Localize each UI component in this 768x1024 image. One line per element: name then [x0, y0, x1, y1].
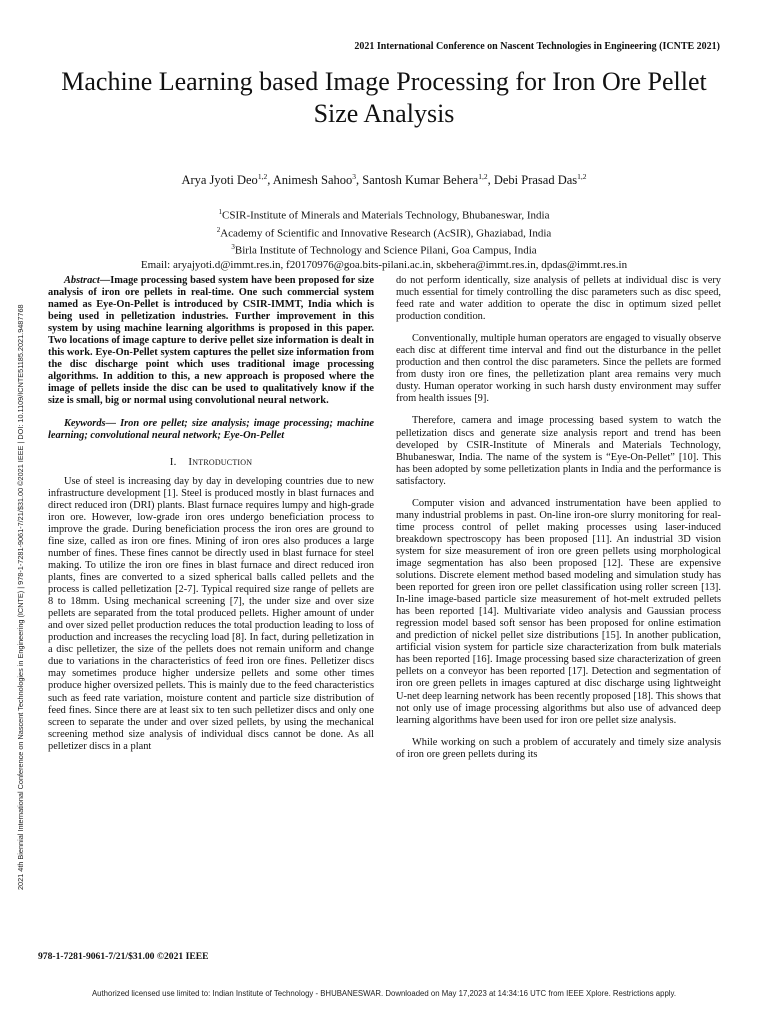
author-name: Arya Jyoti Deo — [181, 173, 258, 188]
author-affil-sup: 1,2 — [257, 172, 268, 181]
email-line: Email: aryajyoti.d@immt.res.in, f20170976@goa.bits-pilani.ac.in, skbehera@immt.res.in, dpdas@immt.res.in — [140, 258, 628, 271]
affiliation-line: $^1$CSIR-Institute of Minerals and Materials Technology, Bhubaneswar, India — [218, 208, 550, 222]
section-title: Introduction — [188, 455, 253, 468]
sidebar-citation-text: 2021 4th Biennial International Conference on Nascent Technologies in Engineering (ICNTE) | 978-1-7281-9061-7/21/$31.00 ©2021 IEEE | DOI: 10.1109/ICNTE51185.2021.9487768 — [16, 304, 25, 890]
body-paragraph: Therefore, camera and image processing based system to watch the pelletization discs and generate size analysis report and trend has been developed by CSIR-Institute of Minerals and Materials Technology, Bhubaneswar, India. The name of the system is “Eye-On-Pellet” [10]. This has been adopted by some pelletization plants in India and the performance is satisfactory. — [396, 415, 721, 487]
paper-title: Machine Learning based Image Processing for Iron Ore Pellet Size Analysis — [61, 67, 707, 128]
author-name: Debi Prasad Das — [493, 173, 578, 188]
section-number: I. — [169, 455, 177, 468]
body-paragraph: do not perform identically, size analysis of pellets at individual disc is very much essential for timely controlling the disc parameters such as disc speed, feed rate and water addition to operate the disc in optimum sized pellet production condition. — [396, 275, 721, 323]
body-paragraph: While working on such a problem of accurately and timely size analysis of iron ore green pellets during its — [396, 736, 721, 760]
author-name: Animesh Sahoo — [272, 173, 353, 188]
affiliations — [40, 205, 728, 272]
abstract-text: —Image processing based system have been proposed for size analysis of iron ore pellets in real-time. One such commercial system named as Eye-On-Pellet is introduced by CSIR-IMMT, India which is being used in pelletization industries. Further improvement in this system by using machine learning algorithms is proposed in this paper. Two locations of image capture to derive pellet size information is dealt in this work. Eye-On-Pellet system captures the pellet size information from the disc discharge point which uses traditional image processing algorithms. In addition to this, a new approach is proposed where the image of pellets inside the disc can be used to qualitatively know if the size is small, big or normal using convolutional neural network. — [48, 275, 374, 407]
author-name: Santosh Kumar Behera — [362, 173, 479, 188]
author-list: Arya Jyoti Deo$^{1,2}$, Animesh Sahoo$^3$, Santosh Kumar Behera$^{1,2}$, Debi Prasad Das$^{1,2}$ — [181, 172, 587, 188]
author-affil-sup: 1,2 — [478, 172, 488, 181]
abstract — [48, 275, 374, 408]
right-column — [396, 275, 721, 771]
keywords-text: — Iron ore pellet; size analysis; image processing; machine learning; convolutional neural network; Eye-On-Pellet — [48, 417, 374, 441]
author-affil-sup: 1,2 — [577, 172, 587, 181]
keywords — [48, 418, 374, 442]
sidebar-citation — [10, 240, 25, 890]
left-column — [48, 275, 374, 763]
license-notice: Authorized licensed use limited to: Indian Institute of Technology - BHUBANESWAR. Downloaded on May 17,2023 at 14:34:16 UTC from IEEE Xplore. Restrictions apply. — [91, 989, 677, 998]
affiliation-line: $^3$Birla Institute of Technology and Science Pilani, Goa Campus, India — [231, 243, 537, 257]
body-paragraph: Use of steel is increasing day by day in developing countries due to new infrastructure development [1]. Steel is produced mostly in blast furnaces and direct reduced iron (DRI) plants. Blast furnace requires lumpy and high-grade iron ore. However, low-grade iron ores undergo beneficiation process to improve the grade. During beneficiation process the iron ores are ground to fine size, called as iron ore fines. Mining of iron ores also produces a large number of fines. These fines cannot be directly used in blast furnace for steel making. To utilize the iron ore fines in blast furnace and direct reduced iron plants, fines are converted to a sized spherical balls called pellets and the process is called pelletization [2-7]. Typical required size range of pellets are 8 to 18mm. Using mechanical screening [7], the under size and over size pellets are separated from the total produced pellets. Higher amount of under and over sized pellet production reduces the total production leading to loss of production and increases the recycling load [8]. In fact, during pelletization in a disc pelletizer, the size of the pellets does not remain uniform and change due to variations in the characteristics of feed iron ore fines. Pelletizer discs may sometimes produce higher undersize pellets and some other times produce higher oversized pellets. This is mainly due to the feed characteristics such as feed rate variation, moisture content and particle size distribution of feed fines. Since there are at least six to ten such pelletizer discs and only one screen to separate the under and over sized pellets, by using the mechanical screening method size analysis of individual discs cannot be done. As all pelletizer discs in a plant — [48, 475, 374, 752]
abstract-label: Abstract — [64, 275, 100, 286]
affiliation-line: $^2$Academy of Scientific and Innovative Research (AcSIR), Ghaziabad, India — [216, 225, 552, 240]
footer-isbn: 978-1-7281-9061-7/21/$31.00 ©2021 IEEE — [38, 951, 209, 962]
author-affil-sup: 3 — [352, 172, 357, 181]
conference-header: 2021 International Conference on Nascent Technologies in Engineering (ICNTE 2021) — [354, 41, 720, 52]
body-paragraph: Conventionally, multiple human operators are engaged to visually observe each disc at different time interval and find out the disturbance in the pellet production and then control the disc parameters. Since the pellets are formed from dusty iron ore fines, the pelletization plant area remains very much dusty. Human operator working in such harsh dusty environment may suffer from health issues [9]. — [396, 333, 721, 405]
body-paragraph: Computer vision and advanced instrumentation have been applied to many industrial problems in past. On-line iron-ore slurry monitoring for real-time process control of pellet making processes using laser-induced breakdown spectroscopy has been proposed [11]. An industrial 3D vision system for size measurement of iron ore green pellets using morphological image segmentation has also been proposed [12]. These are expensive solutions. Discrete element method based modeling and simulation study has been reported for green iron ore pellet classification using roller screen [13]. In-line image-based particle size measurement of hot-melt extruded pellets has been reported [14]. Multivariate video analysis and Gaussian process regression model based soft sensor has been proposed for online estimation and prediction of nickel pellet size distributions [15]. In another publication, artificial vision system for particle size characterization from bulk materials has been reported [16]. Image processing based size characterization of green pellets on a conveyor has been reported [17]. Detection and segmentation of iron ore green pellets in images captured at disc discharge using lightweight U-net deep learning network has been recently proposed [18]. This shows that not only use of image processing algorithms but also use of advanced deep learning algorithms have been used for iron ore pellet size analysis. — [396, 497, 721, 726]
section-heading — [48, 456, 374, 468]
keywords-label: Keywords — [64, 417, 106, 429]
